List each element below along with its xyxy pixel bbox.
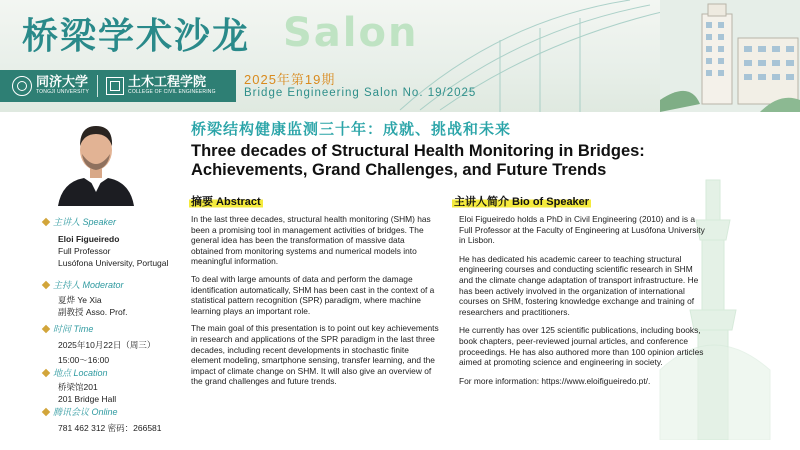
bio-paragraph: He has dedicated his academic career to teaching structural engineering courses and conducting scientific research in SHM and the climate change adaptation of transport infrastructure. He has been actively involved in the organization of international courses on SHM, fostering knowledge exchange and training of researchers and practitioners. [459, 253, 699, 317]
location-label [43, 366, 116, 379]
abstract-paragraph: The main goal of this presentation is to point out key achievements in research and applications of the SPR paradigm in the last three decades, including recent developments in stochastic finite element modeling, smartphone sensing, transfer learning, and the impact of climate change on SHM. It will also give an overview of the grand challenges and future trends. [191, 323, 439, 387]
bio-body [459, 214, 707, 394]
diamond-bullet-icon [42, 280, 50, 288]
location-label-text: 地点 Location [53, 368, 108, 378]
abstract-paragraph: In the last three decades, structural health monitoring (SHM) has been a promising tool in management activities of bridges. The general idea has been the transformation of massive data obtained from monitoring systems and numerical models into meaningful information. [191, 214, 431, 267]
diamond-bullet-icon [42, 217, 50, 225]
speaker-label-text: 主讲人 Speaker [53, 217, 117, 227]
time-label-text: 时间 Time [53, 324, 94, 334]
diamond-bullet-icon [42, 407, 50, 415]
talk-title-en: Three decades of Structural Health Monitoring in Bridges: Achievements, Grand Challenges, and Future Trends [191, 142, 645, 179]
issue-number-en: Bridge Engineering Salon No. 19/2025 [244, 87, 477, 99]
civil-engineering-logo [106, 76, 216, 96]
logo-divider [97, 75, 98, 97]
moderator-name: 夏烨 Ye Xia [58, 295, 102, 305]
issue-number-cn: 2025年第19期 [244, 72, 336, 87]
online-label [43, 405, 162, 418]
salon-title-cn: 桥梁学术沙龙 [22, 16, 251, 57]
location-room-cn: 桥梁馆201 [58, 382, 98, 392]
abstract-paragraph: To deal with large amounts of data and perform the damage identification automatically, SHM has been cast in the context of a statistical pattern recognition (SPR) paradigm, where machine learning plays an important role. [191, 273, 435, 316]
salon-title-en: Salon [283, 10, 419, 56]
speaker-photo [56, 120, 136, 206]
campus-buildings-photo [660, 0, 800, 112]
moderator-label [43, 278, 127, 291]
bio-more-info-link[interactable]: For more information: https://www.eloifigueiredo.pt/. [459, 375, 651, 386]
tongji-logo [0, 76, 89, 96]
bio-paragraph: He currently has over 125 scientific publications, including books, book chapters, peer-reviewed journal articles, and conference proceedings. He has also authored more than 100 opinion articles aimed at promoting science and engineering in society. [459, 325, 704, 368]
online-meeting-info: 781 462 312 密码：266581 [58, 423, 162, 433]
talk-title-cn: 桥梁结构健康监测三十年：成就、挑战和未来 [191, 120, 512, 138]
university-logo-strip [0, 70, 236, 102]
speaker-name: Eloi Figueiredo [58, 234, 120, 244]
location-room-en: 201 Bridge Hall [58, 394, 117, 404]
tongji-logo-cn: 同济大学 [36, 75, 89, 90]
tongji-seal-icon [12, 76, 32, 96]
college-seal-icon [106, 77, 124, 95]
college-logo-en: COLLEGE OF CIVIL ENGINEERING [128, 89, 216, 95]
event-hours: 15:00～16:00 [58, 355, 110, 365]
tongji-logo-en: TONGJI UNIVERSITY [36, 89, 90, 95]
abstract-heading: 摘要 Abstract [189, 193, 263, 209]
college-logo-cn: 土木工程学院 [128, 75, 207, 90]
event-date: 2025年10月22日（周三） [58, 340, 156, 350]
time-section [43, 322, 155, 366]
speaker-title: Full Professor [58, 246, 111, 256]
online-label-text: 腾讯会议 Online [53, 407, 118, 417]
location-section [43, 366, 116, 405]
bio-paragraph: Eloi Figueiredo holds a PhD in Civil Engineering (2010) and is a Full Professor at the Faculty of Engineering at Lusófona University in Lisbon. [459, 214, 705, 246]
speaker-label [43, 215, 168, 228]
diamond-bullet-icon [42, 368, 50, 376]
online-section [43, 405, 162, 434]
header-banner [0, 0, 800, 112]
moderator-section [43, 278, 127, 318]
diamond-bullet-icon [42, 324, 50, 332]
bio-heading: 主讲人简介 Bio of Speaker [452, 193, 591, 209]
moderator-title: 副教授 Asso. Prof. [58, 307, 128, 317]
moderator-label-text: 主持人 Moderator [53, 280, 124, 290]
speaker-section [43, 215, 168, 269]
abstract-body [191, 214, 439, 394]
speaker-affiliation: Lusófona University, Portugal [58, 258, 169, 268]
time-label [43, 322, 155, 335]
